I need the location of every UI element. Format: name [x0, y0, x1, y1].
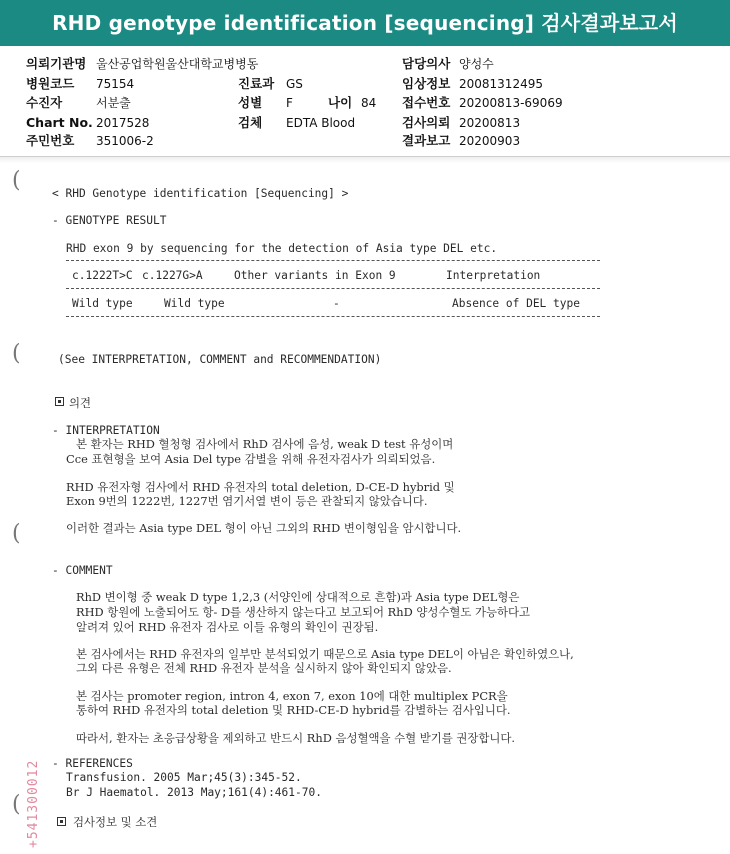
interpretation-line: RHD 유전자형 검사에서 RHD 유전자의 total deletion, D-CE-D hybrid 및 [66, 480, 455, 494]
requesting-institution-value: 울산공업학원울산대학교병병동 [96, 57, 259, 71]
patient-name-value: 서분출 [96, 96, 131, 110]
see-note: (See INTERPRETATION, COMMENT and RECOMMENDATION) [58, 353, 382, 366]
comment-line: 통하여 RHD 유전자의 total deletion 및 RHD-CE-D hybrid를 감별하는 검사입니다. [76, 703, 511, 717]
clinical-info-label: 임상정보 [402, 76, 451, 91]
comment-line: 본 검사에서는 RHD 유전자의 일부만 분석되었기 때문으로 Asia type DEL이 아님은 확인하였으나, [76, 647, 574, 661]
chart-number-value: 2017528 [96, 116, 150, 130]
interpretation-line: Exon 9번의 1222번, 1227번 염기서열 변이 등은 관찰되지 않았습니다. [66, 494, 428, 508]
result-report-date-value: 20200903 [459, 134, 521, 148]
requesting-institution-label: 의뢰기관명 [26, 56, 87, 71]
genotype-heading: - GENOTYPE RESULT [52, 214, 167, 227]
sex-value: F [286, 96, 293, 110]
sex-label: 성별 [238, 95, 263, 110]
interpretation-line: Cce 표현형을 보여 Asia Del type 감별을 위해 유전자검사가 의뢰되었음. [66, 452, 436, 466]
hospital-code-value: 75154 [96, 77, 135, 91]
physician-value: 양성수 [459, 57, 494, 71]
col-header-other-variants: Other variants in Exon 9 [234, 269, 396, 282]
comment-line: RHD 항원에 노출되어도 항- D를 생산하지 않는다고 보고되어 RhD 양성수혈도 가능하다고 [76, 605, 530, 619]
patient-name-label: 수진자 [26, 95, 63, 110]
opinion-heading: 의견 [69, 396, 92, 410]
header-divider [0, 156, 730, 163]
table-rule-top [66, 260, 600, 261]
receipt-number-value: 20200813-69069 [459, 96, 563, 110]
col-header-interpretation: Interpretation [446, 269, 541, 282]
comment-line: 그외 다른 유형은 전체 RHD 유전자 분석을 실시하지 않아 확인되지 않았음. [76, 661, 452, 675]
comment-line: RhD 변이형 중 weak D type 1,2,3 (서양인에 상대적으로 흔함)과 Asia type DEL형은 [76, 590, 520, 604]
resident-number-label: 주민번호 [26, 133, 75, 148]
specimen-value: EDTA Blood [286, 116, 356, 130]
col-header-c1222: c.1222T>C [72, 269, 133, 282]
cell-c1227: Wild type [164, 297, 225, 310]
cell-other-variants: - [333, 297, 340, 310]
receipt-number-label: 접수번호 [402, 95, 451, 110]
checkbox-icon [57, 817, 66, 826]
interpretation-line: 본 환자는 RHD 혈청형 검사에서 RhD 검사에 음성, weak D test 유성이며 [76, 437, 454, 451]
physician-label: 담당의사 [402, 56, 451, 71]
margin-mark: ( [12, 792, 21, 817]
specimen-label: 검체 [238, 115, 263, 130]
interpretation-heading: - INTERPRETATION [52, 424, 160, 437]
comment-heading: - COMMENT [52, 564, 113, 577]
margin-mark: ( [12, 521, 21, 546]
clinical-info-value: 20081312495 [459, 77, 543, 91]
margin-mark: ( [12, 341, 21, 366]
interpretation-line: 이러한 결과는 Asia type DEL 형이 아닌 그외의 RHD 변이형임을 암시합니다. [66, 521, 462, 535]
section-title: < RHD Genotype identification [Sequencing] > [52, 187, 349, 200]
chart-number-label: Chart No. [26, 115, 93, 130]
genotype-description: RHD exon 9 by sequencing for the detection of Asia type DEL etc. [66, 242, 498, 255]
comment-line: 본 검사는 promoter region, intron 4, exon 7, exon 10에 대한 multiplex PCR을 [76, 689, 508, 703]
test-request-date-value: 20200813 [459, 116, 521, 130]
department-value: GS [286, 77, 303, 91]
comment-line: 따라서, 환자는 초응급상황을 제외하고 반드시 RhD 음성혈액을 수혈 받기를 권장합니다. [76, 731, 515, 745]
col-header-c1227: c.1227G>A [142, 269, 203, 282]
table-rule-bottom [66, 316, 600, 317]
age-label: 나이 [328, 95, 353, 110]
table-rule-mid [66, 288, 600, 289]
hospital-code-label: 병원코드 [26, 76, 75, 91]
cell-interpretation: Absence of DEL type [452, 297, 580, 310]
margin-mark: ( [12, 168, 21, 193]
specimen-stamp: +541300012 [26, 759, 41, 848]
reference-line: Transfusion. 2005 Mar;45(3):345-52. [66, 771, 302, 784]
resident-number-value: 351006-2 [96, 134, 154, 148]
age-value: 84 [361, 96, 377, 110]
department-label: 진료과 [238, 76, 275, 91]
checkbox-icon [55, 397, 64, 406]
test-request-date-label: 검사의뢰 [402, 115, 451, 130]
references-heading: - REFERENCES [52, 757, 133, 770]
next-section-heading: 검사정보 및 소견 [73, 815, 158, 829]
comment-line: 알려져 있어 RHD 유전자 검사로 이들 유형의 확인이 권장됨. [76, 620, 379, 634]
reference-line: Br J Haematol. 2013 May;161(4):461-70. [66, 786, 322, 799]
report-title: RHD genotype identification [sequencing] 검사결과보고서 [0, 0, 730, 46]
cell-c1222: Wild type [72, 297, 133, 310]
result-report-date-label: 결과보고 [402, 133, 451, 148]
